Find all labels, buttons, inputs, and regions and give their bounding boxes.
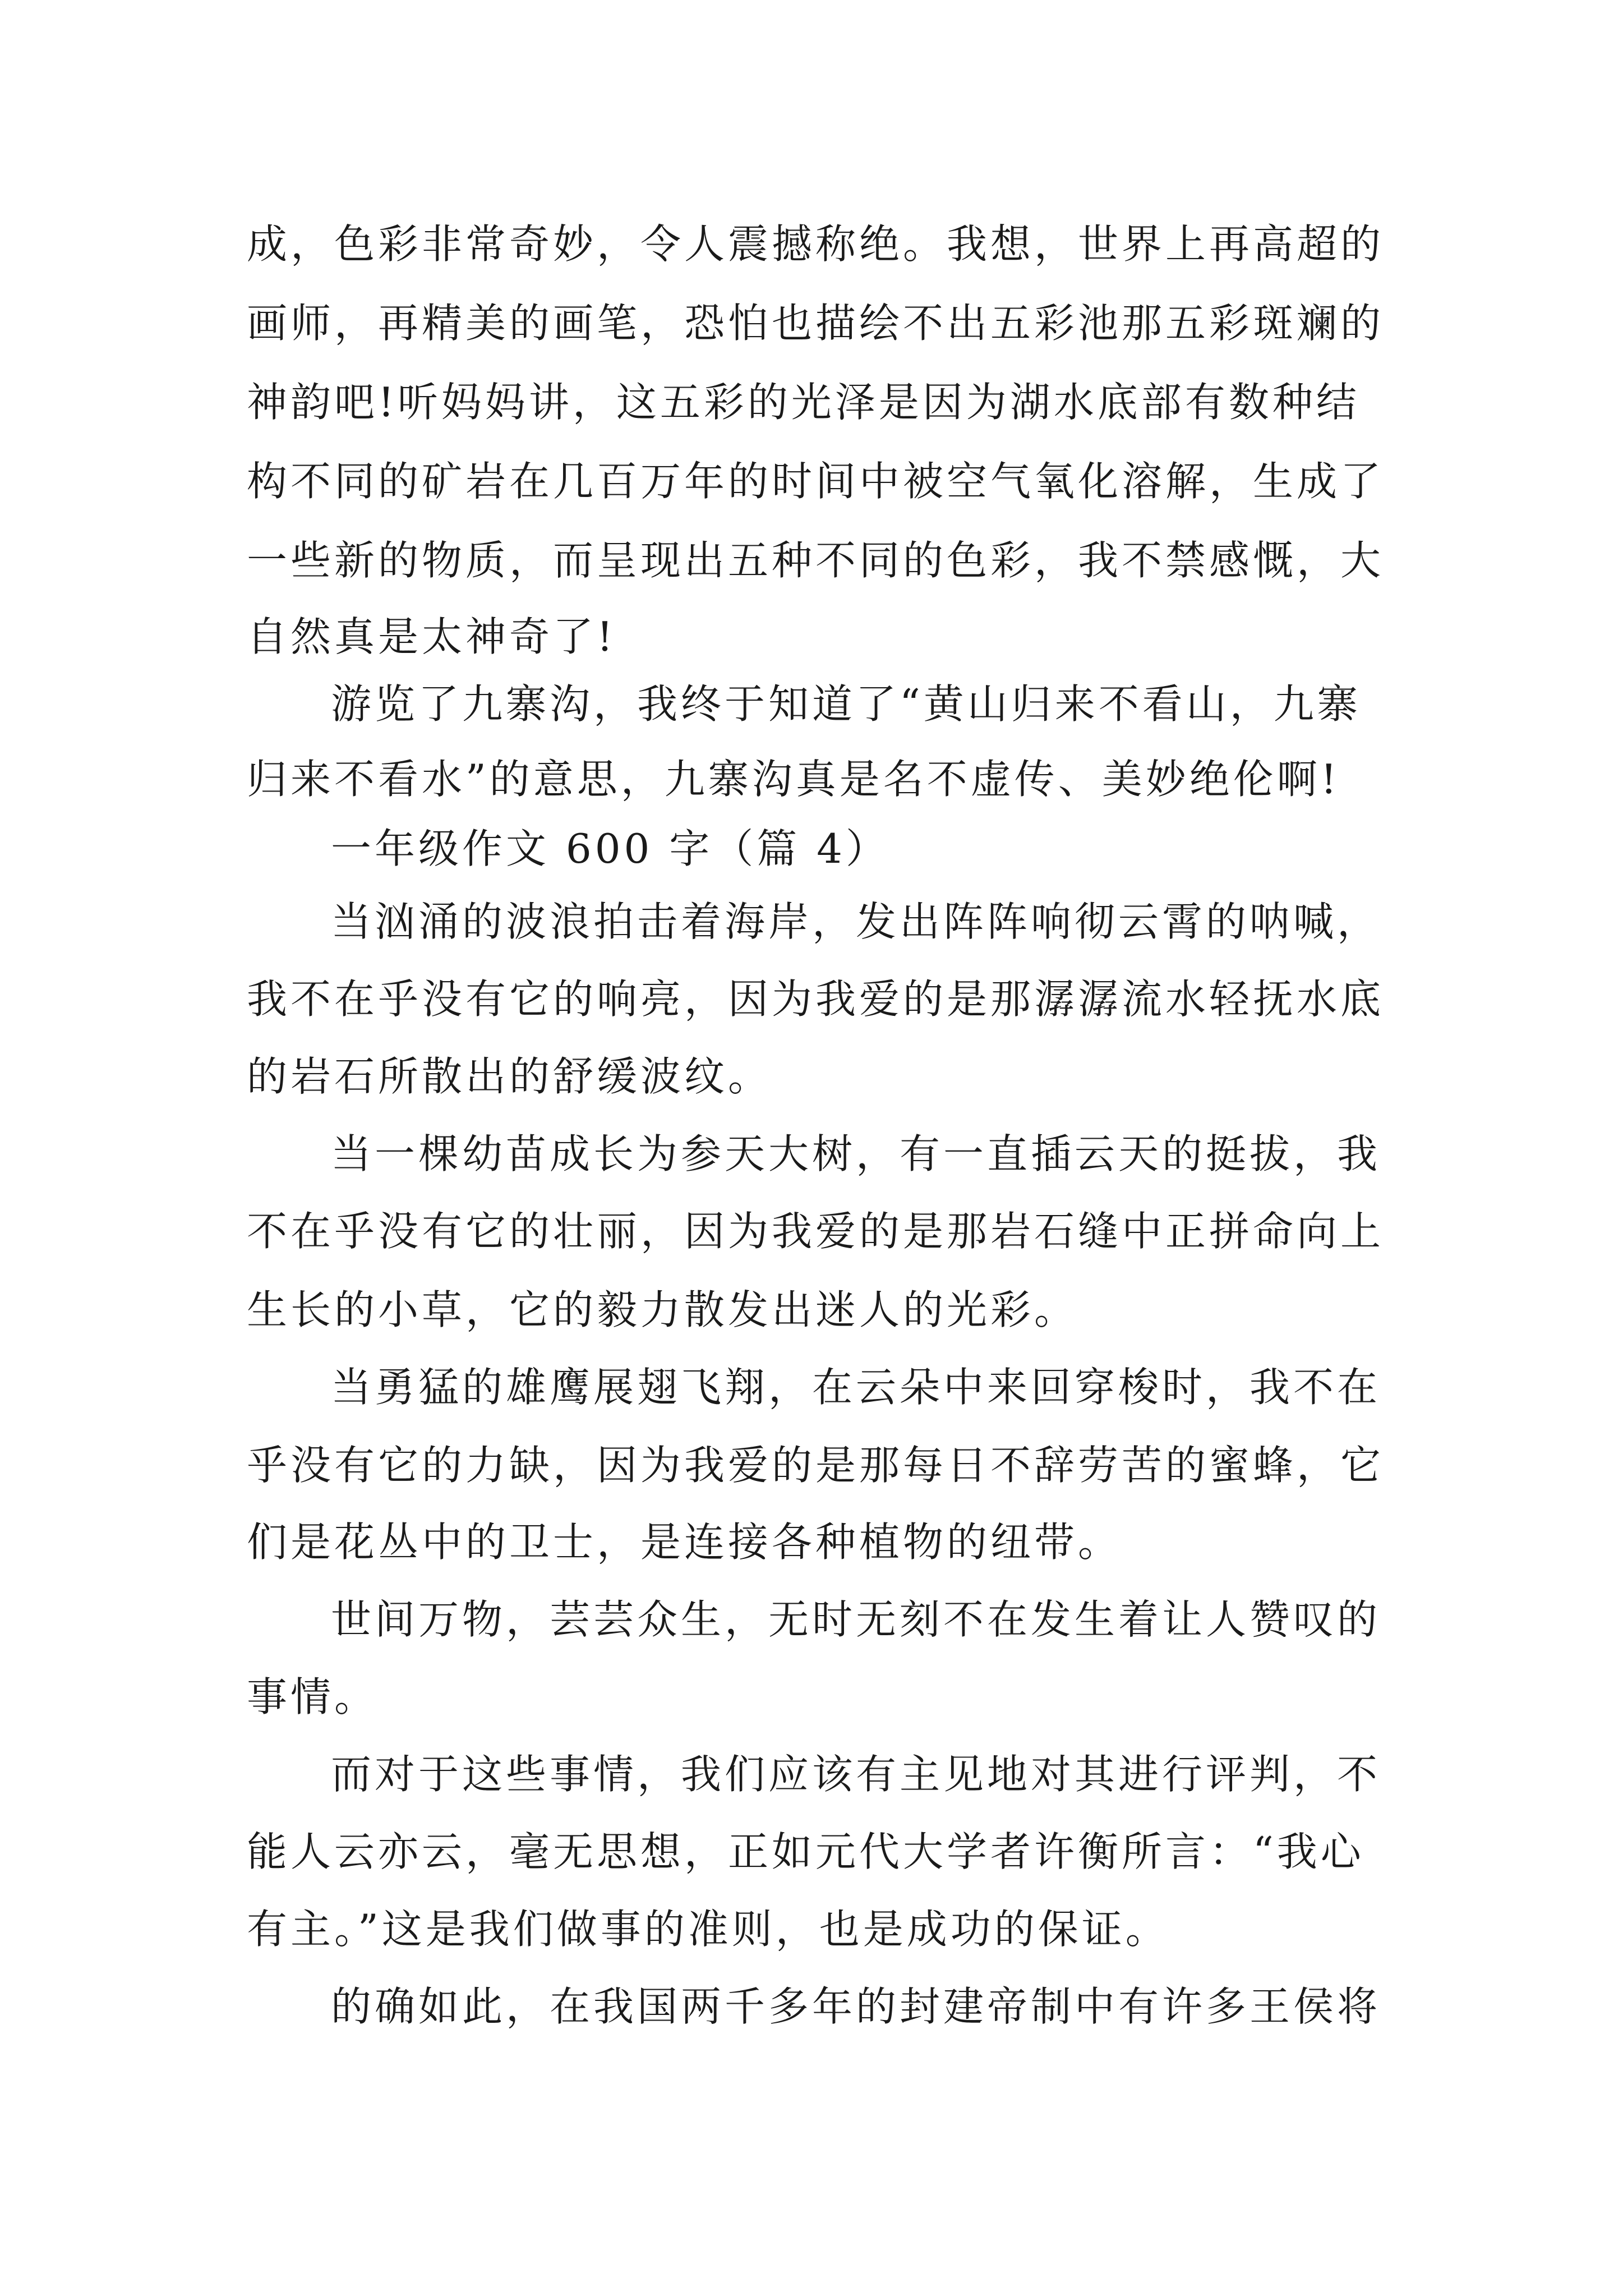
text-line: 们是花丛中的卫士，是连接各种植物的纽带。 bbox=[247, 1519, 1122, 1566]
text-line: 的岩石所散出的舒缓波纹。 bbox=[247, 1053, 772, 1100]
text-line: 神韵吧!听妈妈讲，这五彩的光泽是因为湖水底部有数种结 bbox=[247, 379, 1360, 426]
text-line: 有主。”这是我们做事的准则，也是成功的保证。 bbox=[247, 1906, 1169, 1953]
text-line: 当汹涌的波浪拍击着海岸，发出阵阵响彻云霄的呐喊， bbox=[331, 898, 1381, 945]
text-line: 画师，再精美的画笔，恐怕也描绘不出五彩池那五彩斑斓的 bbox=[247, 300, 1385, 347]
text-line: 成，色彩非常奇妙，令人震撼称绝。我想，世界上再高超的 bbox=[247, 220, 1385, 268]
text-line: 的确如此，在我国两千多年的封建帝制中有许多王侯将 bbox=[331, 1983, 1381, 2030]
text-line: 一些新的物质，而呈现出五种不同的色彩，我不禁感慨，大 bbox=[247, 537, 1385, 584]
text-line: 不在乎没有它的壮丽，因为我爱的是那岩石缝中正拼命向上 bbox=[247, 1208, 1385, 1255]
text-line: 游览了九寨沟，我终于知道了“黄山归来不看山，九寨 bbox=[331, 680, 1361, 728]
text-line: 世间万物，芸芸众生，无时无刻不在发生着让人赞叹的 bbox=[331, 1596, 1381, 1643]
text-line: 能人云亦云，毫无思想，正如元代大学者许衡所言：“我心 bbox=[247, 1828, 1364, 1875]
text-line: 事情。 bbox=[247, 1673, 379, 1720]
text-line: 当一棵幼苗成长为参天大树，有一直插云天的挺拔，我 bbox=[331, 1130, 1381, 1177]
text-line: 当勇猛的雄鹰展翅飞翔，在云朵中来回穿梭时，我不在 bbox=[331, 1364, 1381, 1411]
section-heading: 一年级作文 600 字（篇 4） bbox=[331, 825, 889, 872]
text-line: 我不在乎没有它的响亮，因为我爱的是那潺潺流水轻抚水底 bbox=[247, 976, 1385, 1023]
text-line: 而对于这些事情，我们应该有主见地对其进行评判，不 bbox=[331, 1751, 1381, 1798]
text-line: 自然真是太神奇了! bbox=[247, 613, 616, 660]
text-line: 乎没有它的力缺，因为我爱的是那每日不辞劳苦的蜜蜂，它 bbox=[247, 1442, 1385, 1489]
text-line: 构不同的矿岩在几百万年的时间中被空气氧化溶解，生成了 bbox=[247, 458, 1385, 505]
text-line: 生长的小草，它的毅力散发出迷人的光彩。 bbox=[247, 1286, 1078, 1333]
text-line: 归来不看水”的意思，九寨沟真是名不虚传、美妙绝伦啊! bbox=[247, 756, 1340, 803]
